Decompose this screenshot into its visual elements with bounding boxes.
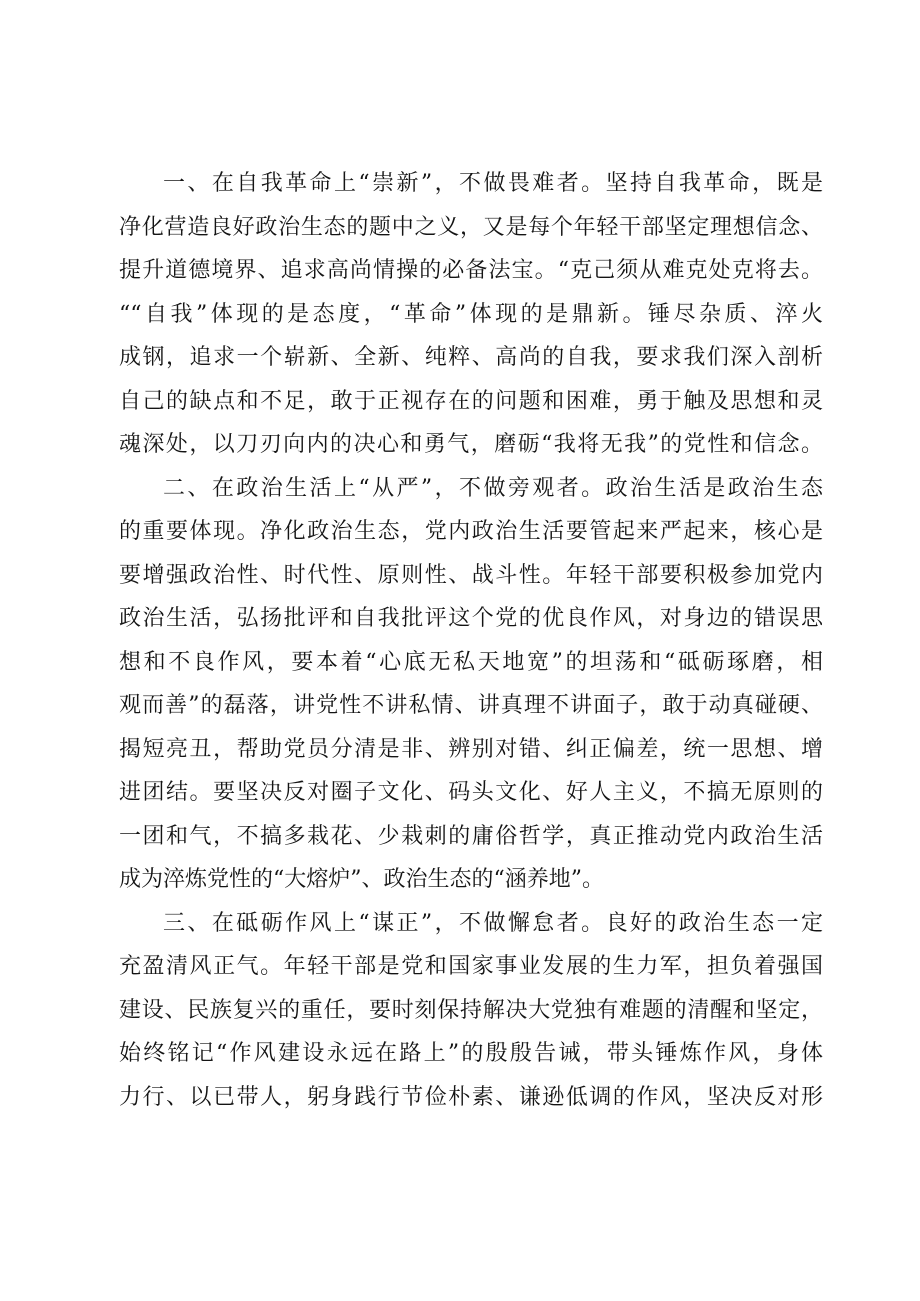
text-line: 建设、民族复兴的重任，要时刻保持解决大党独有难题的清醒和坚定， — [119, 997, 823, 1023]
text-line: 成钢，追求一个崭新、全新、纯粹、高尚的自我，要求我们深入剖析 — [119, 345, 823, 370]
text-line: 力行、以已带人，躬身践行节俭朴素、谦逊低调的作风，坚决反对形 — [119, 1084, 823, 1110]
text-line: 自己的缺点和不足，敢于正视存在的问题和困难，勇于触及思想和灵 — [119, 388, 823, 414]
paragraph-work-style — [119, 902, 823, 1120]
text-line: 提升道德境界、追求高尚情操的必备法宝。“克己须从难克处克将去。 — [119, 258, 823, 283]
text-line: 三、在砥砺作风上“谋正”，不做懈怠者。良好的政治生态一定 — [163, 910, 823, 936]
text-line: 政治生活，弘扬批评和自我批评这个党的优良作风，对身边的错误思 — [119, 606, 823, 631]
text-line: 揭短亮丑，帮助党员分清是非、辨别对错、纠正偏差，统一思想、增 — [119, 736, 823, 762]
text-line: 一团和气，不搞多栽花、少栽刺的庸俗哲学，真正推动党内政治生活 — [119, 823, 823, 849]
text-line: 魂深处，以刀刃向内的决心和勇气，磨砺“我将无我”的党性和信念。 — [119, 432, 823, 457]
text-line: 二、在政治生活上“从严”，不做旁观者。政治生活是政治生态 — [163, 475, 823, 501]
text-line: 进团结。要坚决反对圈子文化、码头文化、好人主义，不搞无原则的 — [119, 780, 823, 805]
text-line: 充盈清风正气。年轻干部是党和国家事业发展的生力军，担负着强国 — [119, 954, 823, 979]
paragraph-political-life — [119, 467, 823, 902]
text-line: 的重要体现。净化政治生态，党内政治生活要管起来严起来，核心是 — [119, 519, 823, 544]
text-line: 要增强政治性、时代性、原则性、战斗性。年轻干部要积极参加党内 — [119, 562, 823, 588]
document-body — [119, 162, 823, 1119]
text-line: 始终铭记“作风建设永远在路上”的殷殷告诫，带头锤炼作风，身体 — [119, 1041, 823, 1066]
paragraph-self-revolution — [119, 162, 823, 467]
text-line: ““自我”体现的是态度，“革命”体现的是鼎新。锤尽杂质、淬火 — [119, 301, 823, 327]
text-line: 一、在自我革命上“崇新”，不做畏难者。坚持自我革命，既是 — [163, 171, 823, 196]
text-line: 成为淬炼党性的“大熔炉”、政治生态的“涵养地”。 — [119, 867, 604, 892]
text-line: 观而善”的磊落，讲党性不讲私情、讲真理不讲面子，敢于动真碰硬、 — [119, 693, 823, 718]
text-line: 想和不良作风，要本着“心底无私天地宽”的坦荡和“砥砺琢磨，相 — [119, 649, 823, 675]
text-line: 净化营造良好政治生态的题中之义，又是每个年轻干部坚定理想信念、 — [119, 214, 823, 240]
